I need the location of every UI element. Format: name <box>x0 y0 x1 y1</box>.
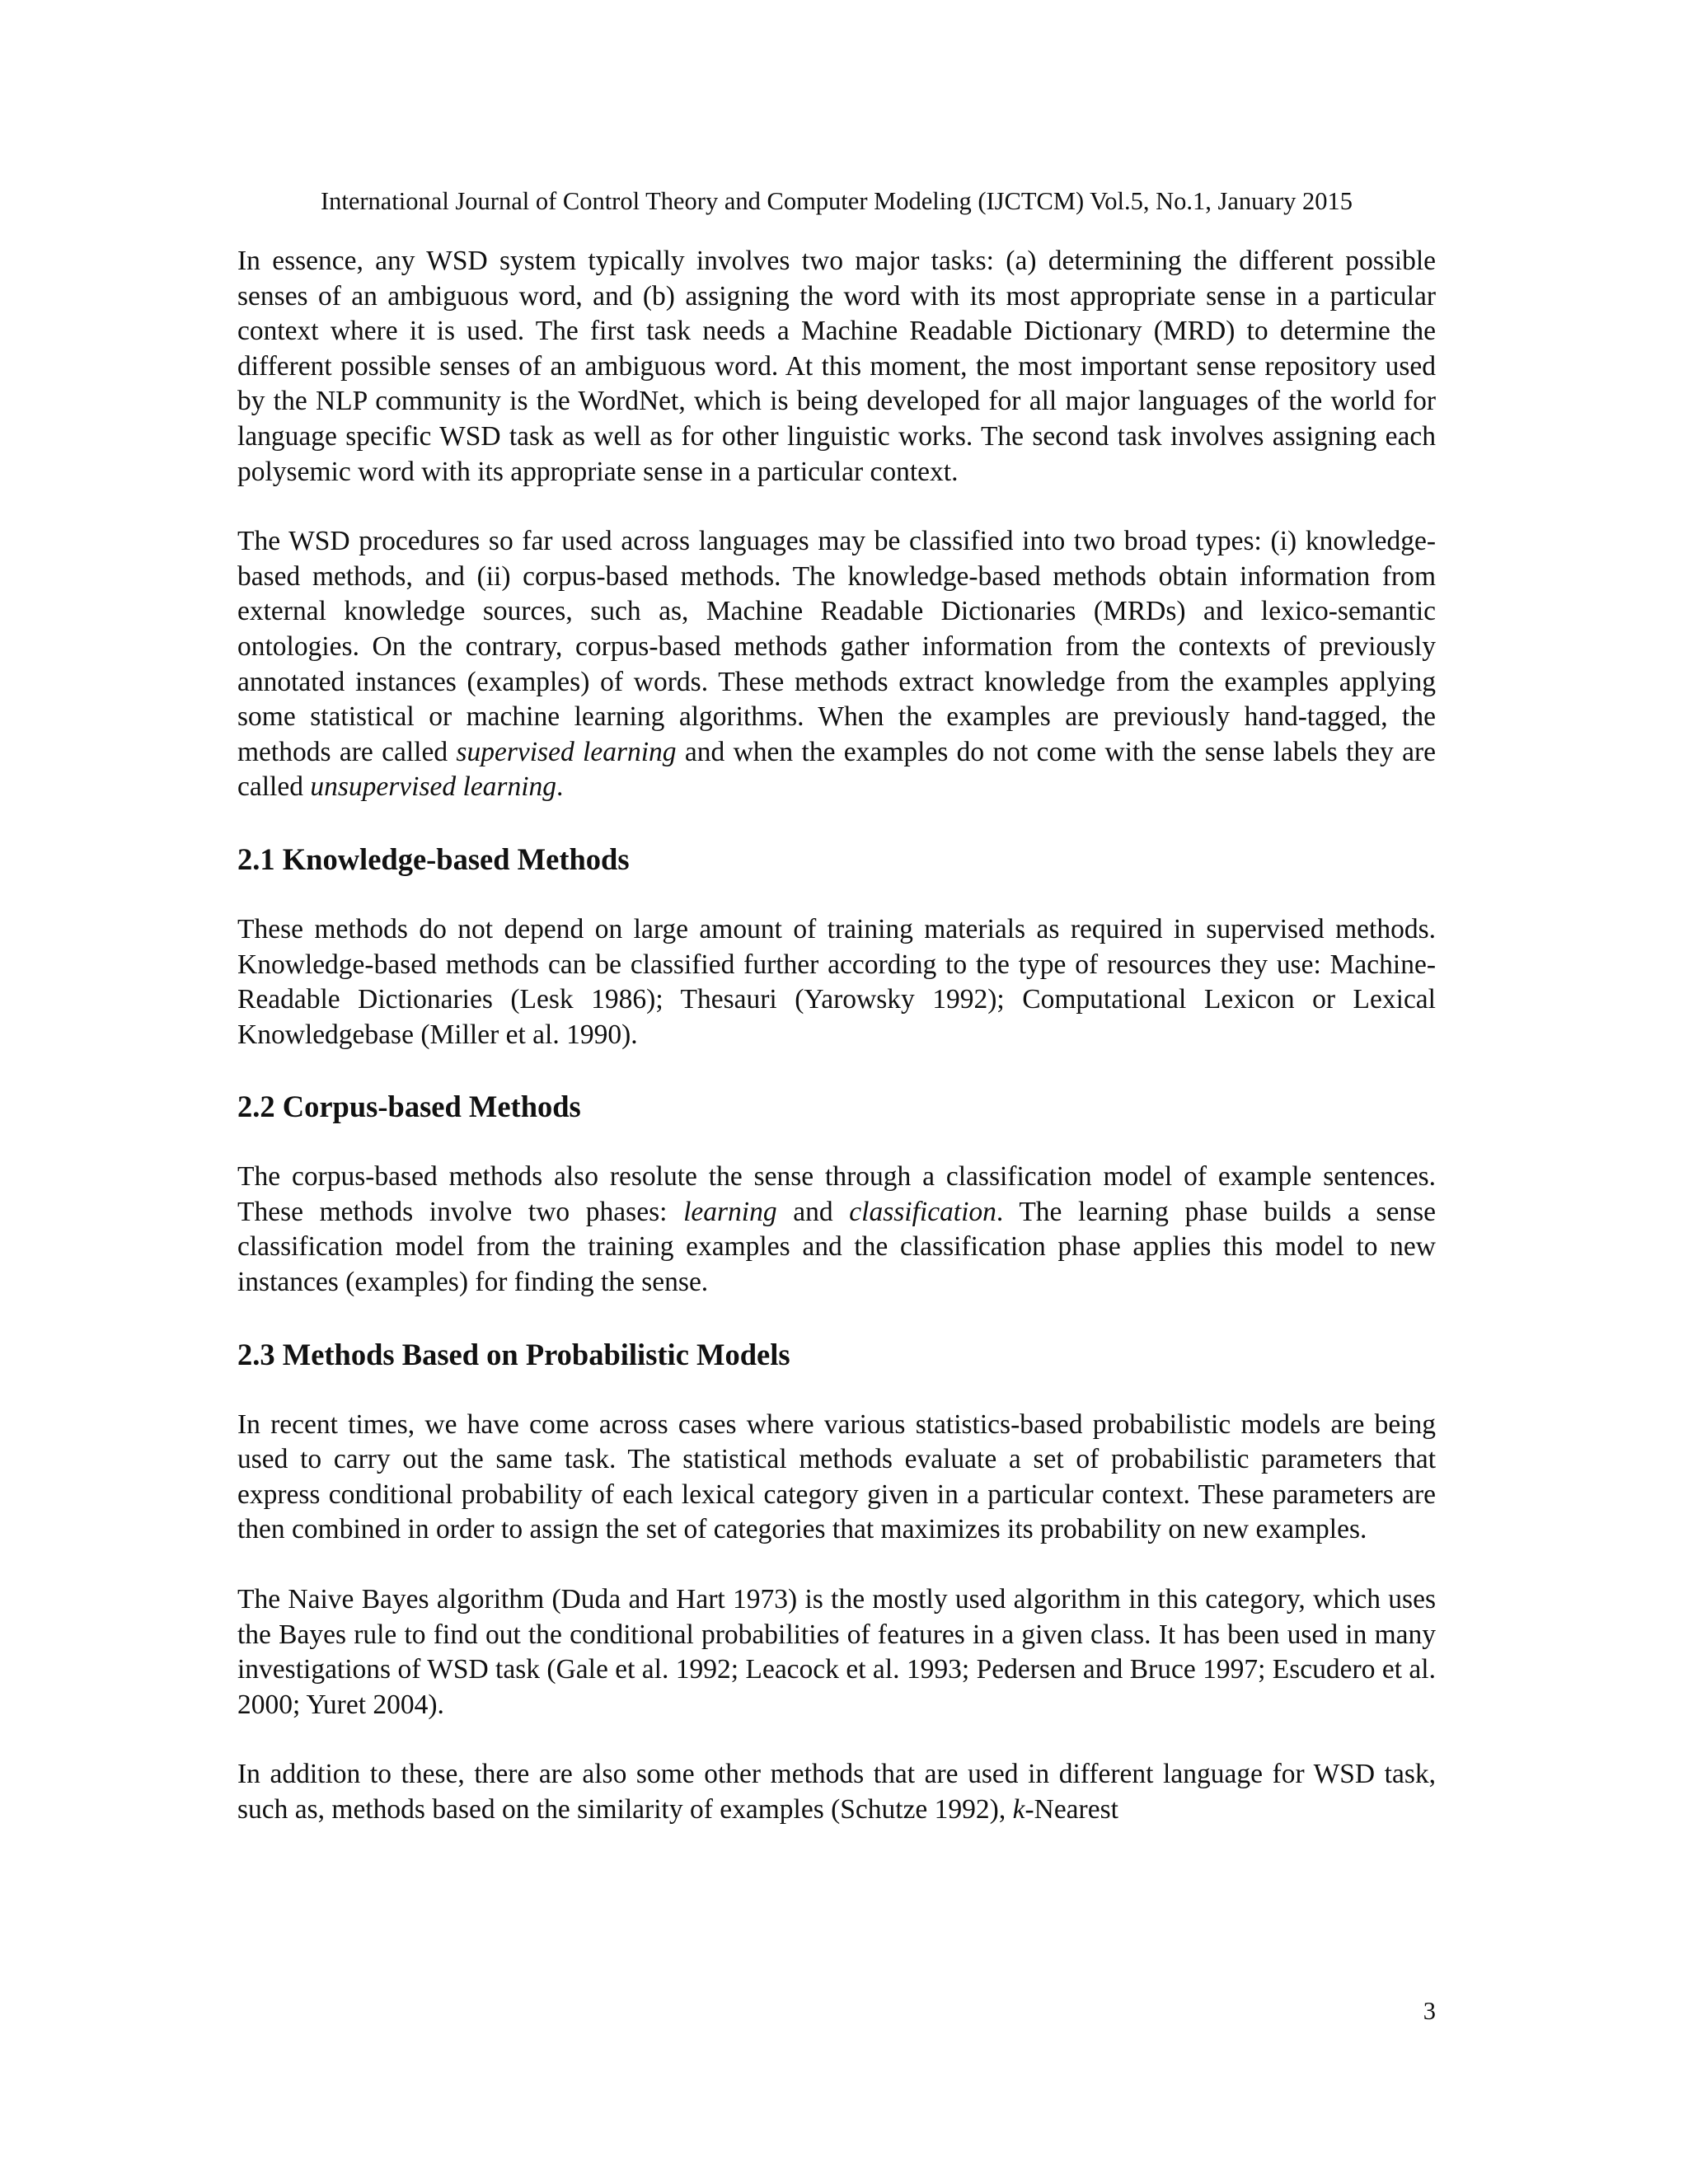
page-number: 3 <box>1423 1997 1436 2025</box>
term-unsupervised-learning: unsupervised learning <box>310 771 557 803</box>
intro-paragraph-1: In essence, any WSD system typically involves two major tasks: (a) determining the different possible senses of an ambiguous word, and (b) assigning the word with its most appropriate sense in a particular context where it is used. The first task needs a Machine Readable Dictionary (MRD) to determine the different possible senses of an ambiguous word. At this moment, the most important sense repository used by the NLP community is the WordNet, which is being developed for all major languages of the world for language specific WSD task as well as for other linguistic works. The second task involves assigning each polysemic word with its appropriate sense in a particular context. <box>237 246 1436 487</box>
main-content <box>237 244 1436 1828</box>
running-header: International Journal of Control Theory and Computer Modeling (IJCTCM) Vol.5, No.1, January 2015 <box>320 187 1353 215</box>
text-run: The corpus-based methods also resolute the sense through a classification model of example sentences. These methods involve two phases: <box>237 1161 1436 1227</box>
text-run: and <box>776 1196 850 1227</box>
section-2-3-paragraph-2: The Naive Bayes algorithm (Duda and Hart 1973) is the mostly used algorithm in this category, which uses the Bayes rule to find out the conditional probabilities of features in a given class. It has been used in many investigations of WSD task (Gale et al. 1992; Leacock et al. 1993; Pedersen and Bruce 1997; Escudero et al. 2000; Yuret 2004). <box>237 1584 1436 1720</box>
section-heading-2-1: 2.1 Knowledge-based Methods <box>237 841 630 876</box>
text-run: . <box>556 771 564 803</box>
term-supervised-learning: supervised learning <box>456 736 677 767</box>
section-2-3-paragraph-1: In recent times, we have come across cases where various statistics-based probabilistic models are being used to carry out the same task. The statistical methods evaluate a set of probabilistic parameters that express conditional probability of each lexical category given in a particular context. These parameters are then combined in order to assign the set of categories that maximizes its probability on new examples. <box>237 1408 1436 1545</box>
text-run: In addition to these, there are also some other methods that are used in different language for WSD task, such as, methods based on the similarity of examples (Schutze 1992), <box>237 1759 1436 1825</box>
text-run: -Nearest <box>1025 1794 1118 1825</box>
intro-paragraph-2 <box>237 524 1436 805</box>
text-run: . The learning phase builds a sense classification model from the training examples and the classification phase applies this model to new instances (examples) for finding the sense. <box>237 1196 1436 1298</box>
section-2-3-paragraph-3 <box>237 1757 1436 1827</box>
text-run: The WSD procedures so far used across languages may be classified into two broad types: (i) knowledge-based methods, and (ii) corpus-based methods. The knowledge-based methods obtain information from external knowledge sources, such as, Machine Readable Dictionaries (MRDs) and lexico-semantic ontologies. On the contrary, corpus-based methods gather information from the contexts of previously annotated instances (examples) of words. These methods extract knowledge from the examples applying some statistical or machine learning algorithms. When the examples are previously hand-tagged, the methods are called <box>237 526 1436 767</box>
text-run: and when the examples do not come with the sense labels they are called <box>237 736 1436 803</box>
term-learning: learning <box>683 1196 777 1227</box>
term-classification: classification <box>849 1196 996 1227</box>
section-heading-2-3: 2.3 Methods Based on Probabilistic Models <box>237 1337 790 1371</box>
section-2-2-paragraph <box>237 1160 1436 1300</box>
section-heading-2-2: 2.2 Corpus-based Methods <box>237 1090 581 1124</box>
section-2-1-paragraph: These methods do not depend on large amount of training materials as required in supervised methods. Knowledge-based methods can be classified further according to the type of resources they use: Machine-Readable Dictionaries (Lesk 1986); Thesauri (Yarowsky 1992); Computational Lexicon or Lexical Knowledgebase (Miller et al. 1990). <box>237 913 1436 1050</box>
term-k: k <box>1012 1794 1025 1825</box>
